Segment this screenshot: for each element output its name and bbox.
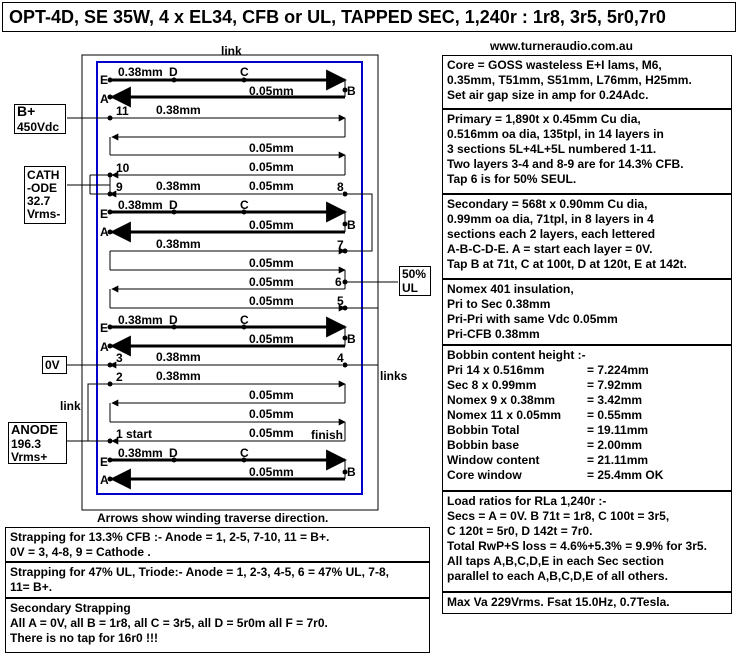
secondary-section-4 (108, 458, 348, 482)
tap-b: B (347, 465, 356, 479)
thin-wire-label: 0.05mm (249, 218, 294, 232)
website-label: www.turneraudio.com.au (490, 39, 633, 53)
bobbin-row-label: Nomex 9 x 0.38mm (447, 393, 556, 407)
tap-a: A (100, 225, 109, 239)
zero-v-label: 0V (45, 358, 60, 372)
strapping-cfb-line: 0V = 3, 4-8, 9 = Cathode . (10, 545, 151, 559)
pri-wire-label: 0.38mm (156, 103, 201, 117)
terminal-7: 7 (337, 238, 344, 252)
terminal-6: 6 (335, 275, 342, 289)
links-right-label: links (380, 369, 408, 383)
thin-wire-label: 0.05mm (249, 275, 294, 289)
primary-info-line: 3 sections 5L+4L+5L numbered 1-11. (447, 142, 657, 156)
tap-a: A (100, 473, 109, 487)
bobbin-row-label: Core window (447, 468, 522, 482)
tap-a: A (100, 92, 109, 106)
pri-wire-label: 0.38mm (156, 237, 201, 251)
bobbin-row (447, 393, 727, 408)
pri-wire-label: 0.38mm (156, 369, 201, 383)
primary-info-line: Tap 6 is for 50% SEUL. (447, 172, 577, 186)
terminal-4: 4 (337, 351, 344, 365)
secondary-section-2 (108, 210, 348, 235)
pri-wire-label: 0.38mm (156, 350, 201, 364)
tap-d: D (169, 65, 178, 79)
ul-label-1: 50% (402, 267, 427, 281)
secondary-section-3 (108, 325, 348, 349)
thin-wire-label: 0.05mm (249, 294, 294, 308)
load-info-line: parallel to each A,B,C,D,E of all others. (447, 569, 668, 583)
secondary-info-line: 0.99mm oa dia, 71tpl, in 8 layers in 4 (447, 212, 654, 226)
primary-info-line: Two layers 3-4 and 8-9 are for 14.3% CFB. (447, 157, 684, 171)
bplus-label: B+ (17, 103, 36, 119)
tap-c: C (240, 446, 249, 460)
tap-d: D (169, 446, 178, 460)
bobbin-title: Bobbin content height :- (447, 348, 586, 362)
bobbin-row (447, 363, 727, 378)
page-title: OPT-4D, SE 35W, 4 x EL34, CFB or UL, TAPPED SEC, 1,240r : 1r8, 3r5, 5r0,7r0 (2, 2, 736, 32)
nomex-info-line: Pri-CFB 0.38mm (447, 327, 540, 341)
bplus-voltage: 450Vdc (17, 120, 60, 134)
strapping-ul-line: 11= B+. (10, 580, 53, 594)
bobbin-row-label: Bobbin Total (447, 423, 520, 437)
core-info-line: Set air gap size in amp for 0.24Adc. (447, 88, 649, 102)
thin-wire-label: 0.05mm (249, 160, 294, 174)
sec-wire-label: 0.38mm (118, 313, 163, 327)
thin-wire-label: 0.05mm (249, 407, 294, 421)
tap-e: E (100, 321, 109, 335)
secondary-info-line: A-B-C-D-E. A = start each layer = 0V. (447, 242, 653, 256)
nomex-info-panel (442, 279, 732, 345)
bobbin-row-label: Window content (447, 453, 540, 467)
anode-unit: Vrms+ (11, 450, 48, 464)
thin-wire-label: 0.05mm (249, 332, 294, 346)
terminal-1-start: 1 start (116, 427, 153, 441)
link-top-label: link (221, 44, 242, 58)
tap-d: D (169, 313, 178, 327)
thin-wire-label: 0.05mm (249, 141, 294, 155)
thin-wire-label: 0.05mm (249, 388, 294, 402)
pri-wire-label: 0.38mm (156, 179, 201, 193)
primary-section-1 (108, 116, 348, 197)
max-info-line: Max Va 229Vrms. Fsat 15.0Hz, 0.7Tesla. (447, 595, 670, 609)
thin-wire-label: 0.05mm (249, 84, 294, 98)
primary-section-2 (110, 249, 348, 311)
bobbin-row-value: = 21.11mm (587, 453, 649, 467)
terminal-5: 5 (337, 294, 344, 308)
bobbin-row-label: Bobbin base (447, 438, 520, 452)
tap-b: B (347, 84, 356, 98)
tap-e: E (100, 73, 109, 87)
bobbin-row (447, 438, 727, 453)
secondary-info-line: Secondary = 568t x 0.90mm Cu dia, (447, 197, 648, 211)
ul-label-2: UL (402, 281, 418, 295)
load-info-line: All taps A,B,C,D,E in each Sec section (447, 554, 664, 568)
strapping-cfb-panel (5, 527, 430, 562)
cathode-unit: Vrms- (27, 207, 61, 221)
tap-e: E (100, 455, 109, 469)
finish-label: finish (311, 428, 343, 442)
load-info-line: Secs = A = 0V. B 71t = 1r8, C 100t = 3r5, (447, 509, 670, 523)
sec-wire-label: 0.38mm (118, 198, 163, 212)
thin-wire-label: 0.05mm (249, 256, 294, 270)
primary-info-panel (442, 109, 732, 194)
sec-wire-label: 0.38mm (118, 65, 163, 79)
nomex-info-line: Nomex 401 insulation, (447, 282, 574, 296)
core-info-line: 0.35mm, T51mm, S51mm, L76mm, H25mm. (447, 73, 692, 87)
bobbin-row-value: = 3.42mm (587, 393, 643, 407)
tap-a: A (100, 340, 109, 354)
tap-b: B (347, 218, 356, 232)
thin-wire-label: 0.05mm (249, 179, 294, 193)
tap-c: C (240, 65, 249, 79)
load-info-line: Load ratios for RLa 1,240r :- (447, 494, 607, 508)
terminal-11: 11 (116, 104, 129, 118)
strapping-ul-panel (5, 562, 430, 598)
cathode-label-1: CATH (27, 168, 60, 182)
nomex-info-line: Pri-Pri with same Vdc 0.05mm (447, 312, 618, 326)
secondary-section-1 (108, 78, 348, 100)
thin-wire-label: 0.05mm (249, 465, 294, 479)
strapping-secondary-panel (5, 598, 430, 653)
primary-info-line: Primary = 1,890t x 0.45mm Cu dia, (447, 112, 641, 126)
strapping-ul-line: Strapping for 47% UL, Triode:- Anode = 1, 2-3, 4-5, 6 = 47% UL, 7-8, (10, 565, 389, 579)
strapping-sec-line: Secondary Strapping (10, 601, 131, 615)
tap-c: C (240, 198, 249, 212)
primary-info-line: 0.516mm oa dia, 135tpl, in 14 layers in (447, 127, 664, 141)
strapping-sec-line: All A = 0V, all B = 1r8, all C = 3r5, all D = 5r0m all F = 7r0. (10, 616, 328, 630)
secondary-info-line: Tap B at 71t, C at 100t, D at 120t, E at 142t. (447, 257, 687, 271)
bobbin-row-value: = 25.4mm OK (587, 468, 664, 482)
bobbin-info-panel (442, 345, 732, 491)
bobbin-row-value: = 2.00mm (587, 438, 643, 452)
terminal-8: 8 (337, 180, 344, 194)
max-info-panel (442, 592, 732, 614)
bobbin-row-label: Nomex 11 x 0.05mm (447, 408, 562, 422)
tap-e: E (100, 207, 109, 221)
tap-d: D (169, 198, 178, 212)
nomex-info-line: Pri to Sec 0.38mm (447, 297, 551, 311)
diagram-caption: Arrows show winding traverse direction. (97, 511, 329, 525)
terminal-10: 10 (116, 161, 130, 175)
cathode-label-2: -ODE (27, 181, 57, 195)
terminal-3: 3 (116, 351, 123, 365)
cathode-voltage: 32.7 (27, 194, 51, 208)
secondary-info-line: sections each 2 layers, each lettered (447, 227, 656, 241)
bobbin-row-label: Sec 8 x 0.99mm (447, 378, 537, 392)
sec-wire-label: 0.38mm (118, 446, 163, 460)
bobbin-row (447, 453, 727, 468)
strapping-cfb-line: Strapping for 13.3% CFB :- Anode = 1, 2-5, 7-10, 11 = B+. (10, 530, 330, 544)
bobbin-row (447, 408, 727, 423)
bobbin-row (447, 423, 727, 438)
strapping-sec-line: There is no tap for 16r0 !!! (10, 631, 159, 645)
anode-label: ANODE (11, 422, 58, 437)
tap-b: B (347, 332, 356, 346)
terminal-2: 2 (116, 370, 123, 384)
load-info-panel (442, 491, 732, 592)
bobbin-row-value: = 19.11mm (587, 423, 649, 437)
tap-c: C (240, 313, 249, 327)
secondary-info-panel (442, 194, 732, 279)
thin-wire-label: 0.05mm (249, 426, 294, 440)
bobbin-row (447, 378, 727, 393)
bobbin-row-value: = 7.92mm (587, 378, 643, 392)
bobbin-row (447, 468, 727, 483)
core-info-panel (442, 55, 732, 109)
bobbin-row-label: Pri 14 x 0.516mm (447, 363, 545, 377)
load-info-line: C 120t = 5r0, D 142t = 7r0. (447, 524, 593, 538)
anode-voltage: 196.3 (11, 437, 42, 451)
bobbin-row-value: = 7.224mm (587, 363, 649, 377)
load-info-line: Total RwP+S loss = 4.6%+5.3% = 9.9% for 3r5. (447, 539, 707, 553)
terminal-9: 9 (116, 180, 123, 194)
core-info-line: Core = GOSS wasteless E+I lams, M6, (447, 58, 662, 72)
bobbin-row-value: = 0.55mm (587, 408, 643, 422)
link-left-label: link (60, 399, 81, 413)
